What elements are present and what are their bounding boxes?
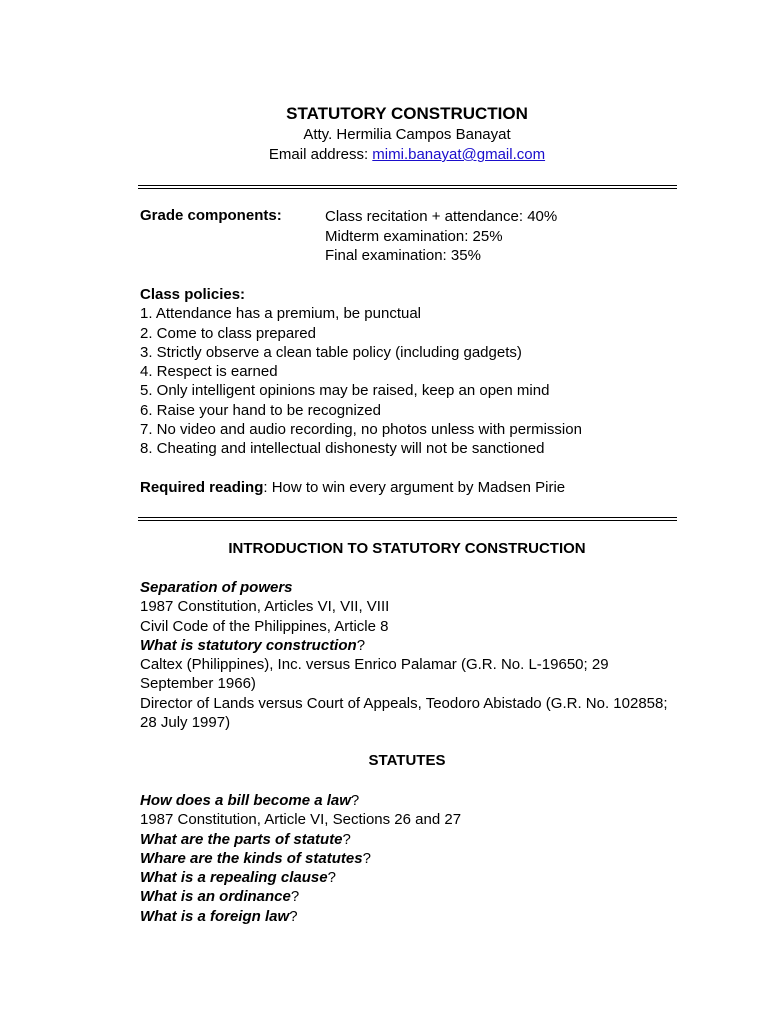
question-mark: ?	[290, 888, 300, 906]
email-link[interactable]: mimi.banayat@gmail.com	[372, 146, 546, 163]
class-policies	[140, 285, 676, 459]
policy-item: 7. No video and audio recording, no photos unless with permission	[140, 421, 582, 439]
policy-item: 1. Attendance has a premium, be punctual	[140, 305, 422, 323]
topic-question-line	[140, 830, 676, 849]
topic-question: What is statutory construction	[140, 636, 357, 654]
question-mark: ?	[356, 636, 366, 654]
policy-item: 6. Raise your hand to be recognized	[140, 401, 381, 419]
intro-section	[140, 578, 676, 732]
divider-top	[138, 185, 677, 189]
policy-item: 8. Cheating and intellectual dishonesty will not be sanctioned	[140, 440, 545, 458]
grade-item: Midterm examination: 25%	[325, 227, 503, 245]
policy-item: 3. Strictly observe a clean table policy (including gadgets)	[140, 343, 522, 361]
divider-middle	[138, 517, 677, 521]
grade-item: Final examination: 35%	[325, 247, 481, 265]
topic-question: What are the parts of statute	[140, 830, 343, 848]
required-reading	[140, 478, 676, 497]
topic-question: What is a repealing clause	[140, 869, 328, 887]
policy-item: 4. Respect is earned	[140, 363, 278, 381]
topic-question: Separation of powers	[140, 579, 293, 596]
email-line	[138, 145, 676, 165]
topic-question-line	[140, 849, 676, 868]
reference-line: 1987 Constitution, Articles VI, VII, VIII	[140, 598, 390, 616]
required-reading-label: Required reading	[140, 479, 264, 496]
required-reading-text: : How to win every argument by Madsen Pirie	[263, 479, 566, 496]
question-mark: ?	[289, 907, 298, 925]
topic-question: Whare are the kinds of statutes	[140, 849, 363, 867]
statutes-heading: STATUTES	[368, 752, 446, 769]
grade-components-list	[325, 207, 557, 266]
question-mark: ?	[350, 792, 360, 809]
topic-question: What is an ordinance	[140, 888, 291, 906]
case-citation: Caltex (Philippines), Inc. versus Enrico Palamar (G.R. No. L-19650; 29 September 1966)	[140, 656, 609, 693]
grade-components-label: Grade components:	[140, 207, 282, 224]
reference-line: 1987 Constitution, Article VI, Sections 26 and 27	[140, 811, 462, 829]
topic-question-line	[140, 907, 676, 926]
document-header	[138, 103, 676, 165]
email-label: Email address:	[268, 146, 373, 163]
topic-question-line	[140, 887, 676, 906]
author-name: Atty. Hermilia Campos Banayat	[303, 126, 511, 143]
topic-question: What is a foreign law	[140, 907, 290, 925]
topic-question: How does a bill become a law	[140, 792, 351, 809]
class-policies-heading: Class policies:	[140, 286, 246, 303]
question-mark: ?	[327, 869, 336, 887]
topic-question-line	[140, 791, 676, 810]
reference-line: Civil Code of the Philippines, Article 8	[140, 617, 389, 635]
policy-item: 2. Come to class prepared	[140, 324, 316, 342]
question-mark: ?	[342, 830, 351, 848]
case-citation: Director of Lands versus Court of Appeals, Teodoro Abistado (G.R. No. 102858; 28 July 1997)	[140, 694, 668, 732]
question-mark: ?	[362, 849, 371, 867]
topic-question-line	[140, 868, 676, 887]
intro-heading: INTRODUCTION TO STATUTORY CONSTRUCTION	[228, 540, 586, 557]
grade-item: Class recitation + attendance: 40%	[325, 208, 558, 225]
document-title: STATUTORY CONSTRUCTION	[286, 104, 528, 123]
statutes-section	[140, 791, 676, 926]
topic-question-line	[140, 636, 676, 655]
policy-item: 5. Only intelligent opinions may be raised, keep an open mind	[140, 382, 550, 400]
